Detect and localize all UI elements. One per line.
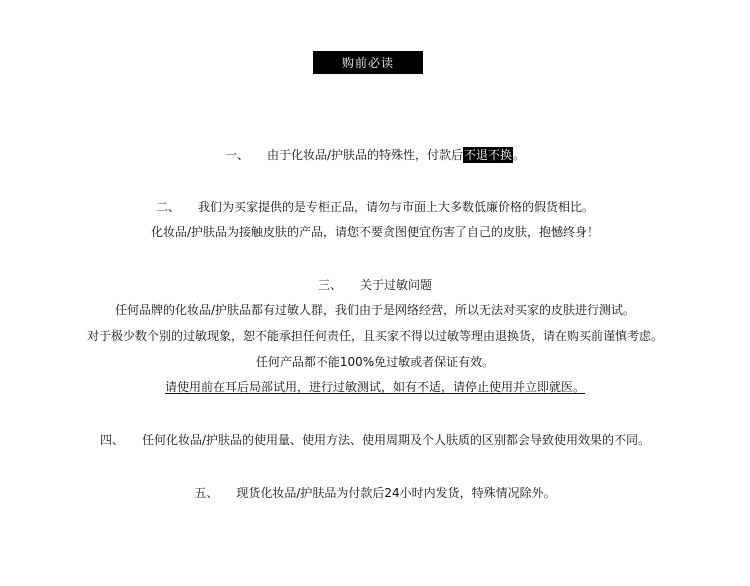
section-1-end: 。 — [513, 148, 526, 162]
section-3-heading-text: 关于过敏问题 — [360, 278, 433, 292]
section-5 — [0, 485, 750, 501]
allergy-test-warning: 请使用前在耳后局部试用，进行过敏测试，如有不适，请停止使用并立即就医。 — [164, 380, 585, 394]
page-title-text: 购前必读 — [341, 56, 394, 70]
section-2-line-1 — [0, 199, 750, 215]
section-3-text-1: 任何品牌的化妆品/护肤品都有过敏人群，我们由于是网络经营，所以无法对买家的皮肤进行测试。 — [114, 303, 636, 317]
section-3-line-3 — [0, 354, 750, 370]
section-3-text-2: 对于极少数个别的过敏现象，恕不能承担任何责任，且买家不得以过敏等理由退换货，请在购买前谨慎考虑。 — [86, 329, 663, 343]
section-4 — [0, 432, 750, 448]
section-2-text-1: 我们为买家提供的是专柜正品，请勿与市面上大多数低廉价格的假货相比。 — [198, 200, 595, 214]
section-2-text-2: 化妆品/护肤品为接触皮肤的产品，请您不要贪图便宜伤害了自己的皮肤，抱憾终身！ — [150, 225, 600, 239]
section-3-line-2 — [0, 328, 750, 344]
section-5-text: 现货化妆品/护肤品为付款后24小时内发货，特殊情况除外。 — [236, 486, 556, 500]
section-3-heading — [0, 277, 750, 293]
no-return-highlight: 不退不换 — [464, 148, 513, 162]
section-3-text-3: 任何产品都不能100%免过敏或者保证有效。 — [255, 355, 495, 369]
section-1-number: 一、 — [224, 148, 249, 162]
section-3-line-1 — [0, 302, 750, 318]
section-3-line-4 — [0, 379, 750, 395]
section-5-number: 五、 — [194, 486, 219, 500]
section-1 — [0, 147, 750, 163]
section-4-text: 任何化妆品/护肤品的使用量、使用方法、使用周期及个人肤质的区别都会导致使用效果的不同。 — [141, 433, 651, 447]
section-1-text: 由于化妆品/护肤品的特殊性，付款后 — [266, 148, 464, 162]
section-2-line-2 — [0, 224, 750, 240]
section-4-number: 四、 — [99, 433, 124, 447]
section-2-number: 二、 — [155, 200, 180, 214]
section-3-number: 三、 — [317, 278, 342, 292]
page-title — [313, 51, 423, 74]
